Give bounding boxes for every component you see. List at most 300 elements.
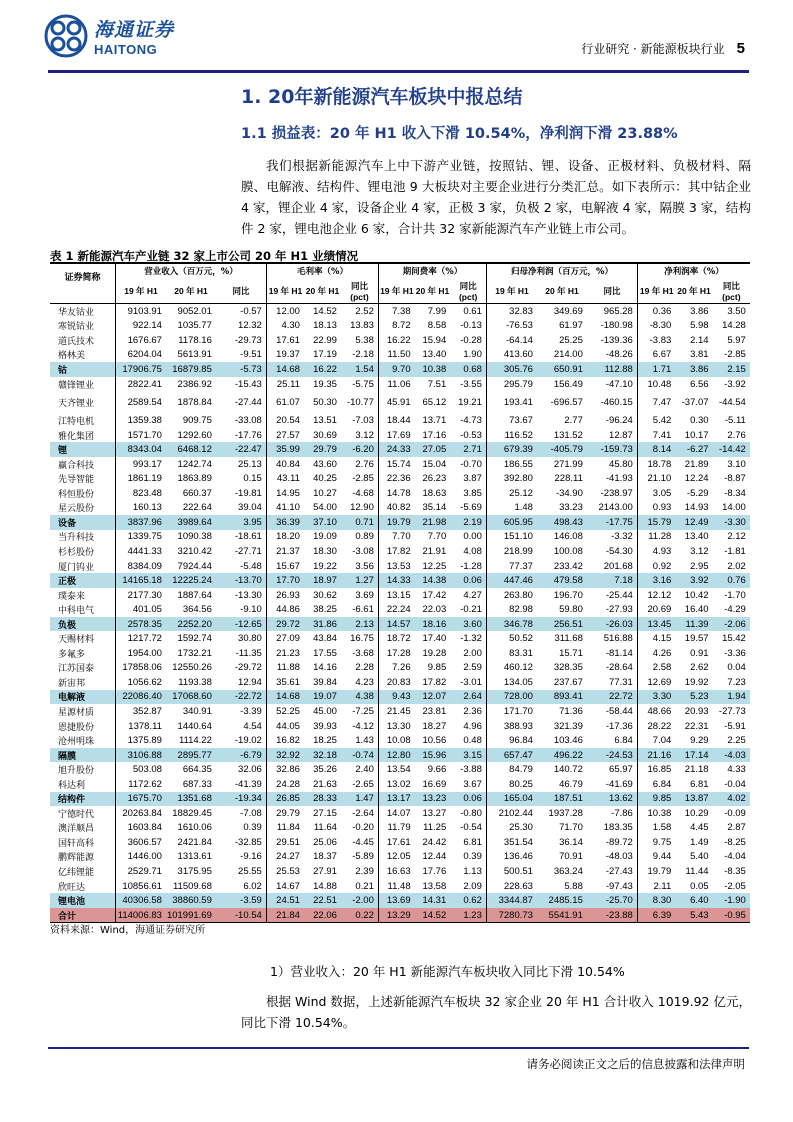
table-cell: 2.58 [652,662,672,674]
group-title: 营业收入（百万元，%） [144,267,238,277]
table-cell: -15.43 [234,378,262,390]
table-cell: 8.58 [427,320,447,332]
table-cell: 35.99 [276,444,300,456]
table-cell: 1.90 [463,349,482,361]
table-cell: 21.16 [647,749,672,761]
table-cell: -54.30 [605,545,633,557]
table-cell: 17.28 [386,647,411,659]
table-cell: 3.67 [463,778,482,790]
table-cell: 146.08 [553,531,583,543]
table-cell: 2252.20 [177,618,212,630]
table-cell: 823.48 [132,487,162,499]
table-cell: 5.98 [690,320,709,332]
company-name: 旭升股份 [50,762,116,777]
table-cell: 19.37 [276,349,300,361]
table-row [50,319,750,334]
table-cell: 413.60 [503,349,533,361]
table-cell: 295.79 [503,378,533,390]
table-cell: 14.67 [276,880,300,892]
footer-divider [48,1047,749,1049]
table-cell: -2.05 [724,880,746,892]
table-cell: 18.78 [647,458,672,470]
company-name: 国轩高科 [50,835,116,850]
table-cell: 17.76 [422,866,447,877]
table-cell: 32.92 [276,749,300,761]
table-cell: 14.57 [386,618,411,630]
table-cell: 7.04 [652,735,672,747]
table-cell: 498.43 [553,516,583,528]
table-cell: 11.25 [423,822,447,834]
table-cell: -18.61 [234,531,262,543]
table-cell: 1172.62 [128,778,162,790]
table-cell: -2.65 [352,778,374,790]
table-cell: 5613.91 [177,349,212,361]
table-cell: -2.06 [724,618,746,630]
table-cell: 1114.22 [178,735,212,747]
company-name: 科达利 [50,777,116,792]
table-cell: 14.00 [722,502,746,514]
name-header: 证券简称 [50,264,116,303]
table-cell: -27.71 [234,545,262,557]
table-cell: 11.88 [276,662,300,674]
table-cell: 10.08 [386,735,411,747]
table-cell: 32.18 [313,749,337,761]
column-header: 19 年 H1 [124,286,158,296]
table-cell: 0.61 [463,305,482,317]
table-cell: -5.11 [724,415,746,427]
table-cell: 13.71 [422,415,447,427]
table-cell: 9103.91 [127,305,162,317]
table-cell: 73.67 [509,415,533,427]
table-cell: 2.19 [463,516,482,528]
table-cell: 136.46 [503,851,533,863]
table-cell: 27.05 [422,444,447,456]
table-cell: -0.54 [460,822,482,834]
company-name: 宁德时代 [50,806,116,821]
company-name: 天赐材料 [50,631,116,646]
table-cell: 21.63 [313,778,337,790]
table-cell: -64.14 [506,334,533,346]
table-cell: 131.52 [553,429,583,441]
column-header: 同比 [603,286,621,296]
table-cell: 14.95 [276,487,300,499]
table-cell: 12.49 [684,516,709,528]
table-cell: 2.28 [355,662,374,674]
table-cell: -5.29 [686,487,709,499]
table-cell: 1035.77 [177,320,212,332]
table-cell: 35.14 [422,502,447,514]
table-cell: 657.47 [503,749,533,761]
table-cell: 13.87 [684,793,709,805]
table-row [50,704,750,719]
table-cell: -696.57 [550,396,583,408]
table-cell: 0.76 [727,575,746,587]
table-cell: 3.12 [355,429,374,441]
table-cell: 40.82 [386,502,411,514]
table-cell: 3.87 [463,473,482,485]
table-cell: 1351.68 [177,793,212,805]
table-cell: 13.69 [386,895,411,907]
table-subtotal-row [50,442,750,457]
table-cell: 22086.40 [122,691,162,703]
company-name: 亿纬锂能 [50,864,116,879]
table-cell: 1440.64 [177,720,212,732]
table-cell: 4.15 [652,633,672,645]
table-cell: 18.97 [313,575,337,587]
table-cell: -3.92 [724,378,746,390]
table-cell: 84.79 [509,764,533,776]
table-cell: 7.47 [652,396,672,408]
table-cell: 17858.06 [122,662,162,674]
table-cell: 2386.92 [177,378,212,390]
table-cell: 50.52 [509,633,533,645]
table-row [50,501,750,516]
subsection-heading: 1.1 损益表：20 年 H1 收入下滑 10.54%，净利润下滑 23.88% [241,126,678,142]
table-cell: 1676.67 [127,334,162,346]
table-cell: 11.79 [387,822,411,834]
table-cell: 14165.18 [122,575,162,587]
table-cell: 1887.64 [177,589,212,601]
table-cell: 263.80 [503,589,533,601]
table-cell: -2.00 [352,895,374,907]
table-cell: 447.46 [503,575,533,587]
table-cell: 19.79 [386,516,411,528]
table-cell: 0.15 [243,473,262,485]
table-cell: -1.28 [460,560,482,572]
table-cell: -19.02 [234,735,262,747]
table-cell: -10.77 [346,396,374,408]
table-cell: -1.90 [724,895,746,907]
table-cell: 17068.60 [172,691,212,703]
table-cell: 1.47 [355,793,374,805]
table-cell: 0.91 [690,647,709,659]
table-subtotal-row [50,515,750,530]
table-cell: 20.54 [276,415,300,427]
table-cell: 19.07 [313,691,337,703]
table-cell: 7.41 [652,429,672,441]
table-cell: 24.42 [422,836,447,848]
table-cell: 1.13 [463,866,482,877]
table-cell: 17.19 [313,349,337,361]
table-cell: 7.18 [614,575,633,587]
table-cell: -13.30 [234,589,262,601]
table-cell: 27.91 [313,866,337,877]
company-name: 道氏技术 [50,333,116,348]
table-cell: 0.04 [727,662,746,674]
table-cell: 25.12 [509,487,533,499]
table-cell: 0.39 [463,851,482,863]
table-cell: 17.61 [276,334,300,346]
table-cell: 4.93 [652,545,672,557]
table-cell: 7.26 [392,662,411,674]
table-cell: 10.38 [422,363,447,375]
table-row [50,719,750,734]
table-cell: 1056.62 [127,676,162,688]
table-cell: 3.92 [690,575,709,587]
table-cell: -19.34 [234,793,262,805]
table-cell: 103.46 [553,735,583,747]
table-cell: 54.00 [313,502,337,514]
table-cell: 993.17 [132,458,162,470]
company-name: 合计 [50,908,116,923]
table-cell: 1861.19 [127,473,162,485]
table-cell: 6.40 [690,895,709,907]
group-title: 毛利率（%） [296,267,349,277]
table-cell: 346.78 [503,618,533,630]
table-cell: -17.36 [605,720,633,732]
table-cell: 45.91 [386,396,411,408]
table-cell: 17.55 [313,647,337,659]
table-cell: 24.33 [386,444,411,456]
table-cell: 7.70 [427,531,447,543]
table-cell: 193.41 [503,396,533,408]
table-cell: -23.88 [605,909,633,921]
table-cell: 16.22 [313,363,337,375]
table-cell: 21.18 [684,764,709,776]
table-cell: 0.62 [463,895,482,907]
table-cell: 1375.89 [127,735,162,747]
table-cell: 18.37 [313,851,337,863]
table-cell: -17.75 [605,516,633,528]
table-cell: 65.12 [422,396,447,408]
table-cell: 21.89 [684,458,709,470]
table-cell: 1.71 [652,363,672,375]
table-cell: 19.22 [313,560,337,572]
table-row [50,559,750,574]
table-cell: 32.86 [276,764,300,776]
table-cell: 20.69 [647,604,672,616]
table-cell: 7.23 [727,676,746,688]
table-cell: 18.20 [276,531,300,543]
table-cell: -29.72 [234,662,262,674]
table-cell: -32.85 [234,836,262,848]
table-cell: 11.06 [387,378,411,390]
table-cell: 2.76 [355,458,374,470]
table-cell: 5.23 [690,691,709,703]
table-cell: -27.73 [718,705,746,717]
table-cell: 37.10 [313,516,337,528]
table-cell: 77.37 [509,560,533,572]
table-cell: 6204.04 [127,349,162,361]
table-cell: -9.51 [240,349,262,361]
table-cell: 7.99 [427,305,447,317]
table-cell: -0.57 [240,305,262,317]
table-cell: 19.28 [422,647,447,659]
company-name: 中科电气 [50,602,116,617]
table-cell: 24.28 [276,778,300,790]
table-cell: 13.40 [422,349,447,361]
table-cell: 9052.01 [177,305,212,317]
table-cell: 9.29 [690,735,709,747]
table-cell: 21.37 [276,545,300,557]
table-cell: -4.29 [724,604,746,616]
table-cell: -0.21 [460,604,482,616]
company-name: 天齐锂业 [50,391,116,413]
table-row [50,879,750,894]
table-cell: 2.14 [690,334,709,346]
table-cell: 22.06 [313,909,337,921]
table-cell: 6.81 [690,778,709,790]
table-cell: 14.88 [313,880,337,892]
table-cell: 10856.61 [122,880,162,892]
column-header: 同比 (pct) [722,280,741,302]
table-cell: 6.02 [243,880,262,892]
table-cell: -47.10 [605,378,633,390]
table-cell: 3.05 [652,487,672,499]
table-cell: 4.38 [355,691,374,703]
table-cell: 1339.75 [127,531,162,543]
table-cell: 233.42 [553,560,583,572]
table-cell: 18.16 [422,618,447,630]
table-cell: 2.59 [463,662,482,674]
table-cell: 15.94 [422,334,447,346]
table-cell: 21.10 [647,473,672,485]
table-cell: 9.85 [427,662,447,674]
table-cell: 134.05 [503,676,533,688]
table-cell: 21.45 [386,705,411,717]
company-name: 锂电池 [50,893,116,908]
table-cell: 10.48 [647,378,672,390]
table-cell: 922.14 [132,320,162,332]
table-cell: 13.30 [386,720,411,732]
table-cell: 271.99 [553,458,583,470]
table-cell: 12.07 [422,691,447,703]
table-cell: 12.12 [647,589,672,601]
table-cell: 30.80 [238,633,262,645]
table-cell: 13.40 [684,531,709,543]
table-cell: 3.69 [355,589,374,601]
table-cell: 340.91 [182,705,212,717]
table-cell: -14.42 [718,444,746,456]
table-cell: 3606.57 [127,836,162,848]
table-cell: 13.62 [609,793,633,805]
table-cell: 4.02 [727,793,746,805]
table-cell: -13.70 [234,575,262,587]
table-cell: 8.30 [652,895,672,907]
table-cell: 17.61 [386,836,411,848]
table-cell: 7.38 [392,305,411,317]
group-title: 期间费率（%） [402,267,463,277]
table-cell: -2.85 [724,349,746,361]
table-cell: 679.39 [503,444,533,456]
table-cell: -0.80 [460,807,482,819]
table-cell: -6.20 [352,444,374,456]
table-cell: 4441.33 [127,545,162,557]
table-row [50,348,750,363]
table-cell: -3.39 [240,705,262,717]
column-header: 20 年 H1 [305,286,340,296]
table-cell: 479.58 [553,575,583,587]
table-subtotal-row [50,617,750,632]
table-cell: -5.89 [352,851,374,863]
column-group-header [379,264,487,303]
table-cell: 16.40 [684,604,709,616]
table-cell: 12.80 [386,749,411,761]
table-cell: 38860.59 [172,895,212,907]
table-cell: -405.79 [550,444,583,456]
company-name: 多氟多 [50,646,116,661]
table-cell: -3.59 [240,895,262,907]
table-cell: 0.21 [355,880,374,892]
table-cell: 3.10 [727,458,746,470]
company-name: 厦门钨业 [50,559,116,574]
table-cell: 9.75 [652,836,672,848]
table-cell: 4.26 [652,647,672,659]
table-cell: 0.05 [690,880,709,892]
table-cell: 2177.30 [127,589,162,601]
table-cell: 19.21 [458,396,482,408]
table-cell: 18.44 [386,415,411,427]
table-cell: -1.32 [460,633,482,645]
table-cell: 14.78 [386,487,411,499]
table-cell: 100.08 [553,545,583,557]
table-cell: 17906.75 [122,363,162,375]
table-cell: 10.42 [684,589,709,601]
table-cell: 1.23 [463,909,482,921]
table-cell: 8.72 [392,320,411,332]
table-cell: 351.54 [503,836,533,848]
table-row [50,806,750,821]
table-cell: 22.03 [422,604,447,616]
table-cell: 11.64 [313,822,337,834]
table-cell: -89.72 [605,836,633,848]
table-cell: -76.53 [506,320,533,332]
table-cell: 2.36 [463,705,482,717]
table-row [50,864,750,879]
table-row [50,530,750,545]
table-cell: 112.88 [604,363,633,375]
table-cell: 4.96 [463,720,482,732]
table-cell: -7.08 [240,807,262,819]
table-cell: 17.40 [422,633,447,645]
table-cell: 25.55 [238,866,262,877]
table-cell: 1359.38 [127,415,162,427]
table-cell: 31.86 [313,618,337,630]
table-cell: 171.70 [503,705,533,717]
table-cell: 20.93 [684,705,709,717]
column-header: 19 年 H1 [268,286,303,296]
table-cell: -3.68 [352,647,374,659]
table-cell: 183.35 [603,822,633,834]
logo-chinese: 海通证券 [94,19,175,41]
table-cell: 228.11 [554,473,583,485]
table-cell: -41.93 [605,473,633,485]
table-cell: 12.25 [422,560,447,572]
table-cell: 1217.72 [127,633,162,645]
table-cell: -4.04 [724,851,746,863]
table-cell: 22.24 [386,604,411,616]
table-cell: 2102.44 [498,807,533,819]
table-cell: 965.28 [603,305,633,317]
table-cell: 0.39 [243,822,262,834]
table-cell: 664.35 [182,764,212,776]
table-cell: -25.44 [605,589,633,601]
table-cell: 19.79 [647,866,672,877]
table-cell: 4.30 [281,320,300,332]
table-cell: -0.28 [460,334,482,346]
company-name: 设备 [50,515,116,530]
table-cell: 222.64 [182,502,212,514]
table-cell: 14.93 [684,502,709,514]
table-cell: 352.87 [132,705,162,717]
table-cell: 2.02 [727,560,746,572]
table-cell: 5.42 [652,415,672,427]
company-name: 江特电机 [50,413,116,428]
table-cell: 388.93 [503,720,533,732]
table-cell: 25.53 [276,866,300,877]
table-cell: 9.66 [427,764,447,776]
company-name: 赣锋锂业 [50,377,116,392]
